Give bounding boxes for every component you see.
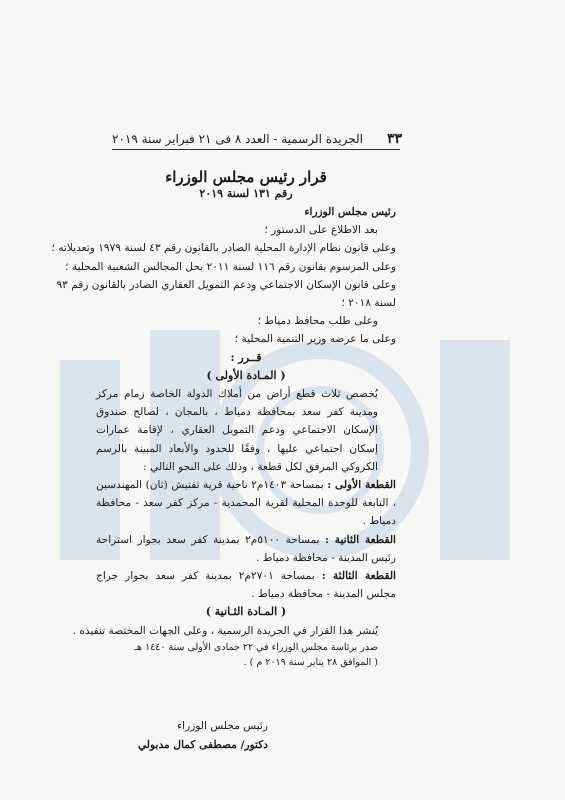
decree-body	[51, 167, 397, 670]
preamble-2: وعلى قانون نظام الإدارة المحلية الصادر بالقانون رقم ٤٣ لسنة ١٩٧٩ وتعديلاته ؛	[51, 242, 396, 255]
plot-1-text: بمساحة ١٤٠٣م٢ ناحية قرية تفتيش (ثان) المهندسين ، التابعة للوحدة المحلية لقرية المحمدية - مركز كفر سعد - محافظة دمياط .	[96, 479, 396, 528]
plot-2-label: القطعة الثانية :	[325, 533, 397, 546]
page-number: ٣٣	[386, 131, 402, 147]
decided-heading: قــرر :	[230, 350, 262, 364]
plot-1-label: القطعة الأولى :	[327, 479, 396, 492]
header-rule	[112, 149, 400, 150]
page-header	[112, 131, 402, 147]
plot-2	[96, 531, 396, 567]
issued-date: صدر برئاسة مجلس الوزراء في ٢٢ جمادى الأولى سنة ١٤٤٠ هـ	[134, 641, 378, 653]
signature-title: رئيس مجلس الوزراء	[177, 720, 268, 732]
preamble-1: بعد الاطلاع على الدستور ؛	[264, 224, 378, 237]
preamble-4: وعلى قانون الإسكان الاجتماعي ودعم التمويل العقاري الصادر بالقانون رقم ٩٣	[56, 278, 396, 291]
decree-title: قرار رئيس مجلس الوزراء	[165, 168, 327, 186]
issuer: رئيس مجلس الوزراء	[304, 206, 396, 218]
gregorian-date: ( الموافق ٢٨ يناير سنة ٢٠١٩ م ) .	[243, 656, 378, 668]
article-2-heading: ( المـادة الثـانية )	[205, 605, 287, 619]
plot-3	[96, 567, 396, 603]
article-1-text: يُخصص ثلاث قطع أراض من أملاك الدولة الخاصة زمام مركز ومدينة كفر سعد بمحافظة دمياط ، بالمجان ، لصالح صندوق الإسكان الاجتماعي ودعم التمويل العقاري ، لإقامة عمارات إسكان اجتماعي عليها ، وفقًا للحدود والأبعاد المبينة بالرسم الكروكي المرفق لكل قطعة ، وذلك على النحو التالي :	[96, 388, 378, 473]
plot-3-text: بمساحة ٢٧٠١م٢ بمدينة كفر سعد بجوار جراج مجلس المدينة - محافظة دمياط .	[96, 570, 396, 601]
preamble-5: لسنة ٢٠١٨ ؛	[341, 297, 396, 310]
plot-2-text: بمساحة ٥١٠٠م٢ بمدينة كفر سعد بجوار استراحة رئيس المدينة - محافظة دمياط .	[96, 533, 396, 564]
article-1-heading: ( المـادة الأولى )	[206, 368, 286, 382]
signature-name: دكتور/ مصطفى كمال مدبولي	[137, 739, 268, 751]
signature-block	[128, 717, 268, 755]
gazette-issue: الجريدة الرسمية - العدد ٨ فى ٢١ فبراير سنة ٢٠١٩	[112, 132, 364, 146]
preamble-7: وعلى ما عرضه وزير التنمية المحلية ؛	[234, 333, 396, 346]
plot-3-label: القطعة الثالثة :	[321, 570, 397, 583]
preamble-6: وعلى طلب محافظ دمياط ؛	[257, 315, 378, 328]
article-2-text: يُنشر هذا القرار في الجريدة الرسمية ، وعلى الجهات المختصة تنفيذه .	[72, 624, 378, 637]
plot-1	[96, 476, 396, 531]
decree-number: رقم ١٣١ لسنة ٢٠١٩	[199, 187, 293, 200]
preamble-3: وعلى المرسوم بقانون رقم ١١٦ لسنة ٢٠١١ بحل المجالس الشعبية المحلية ؛	[65, 260, 396, 273]
